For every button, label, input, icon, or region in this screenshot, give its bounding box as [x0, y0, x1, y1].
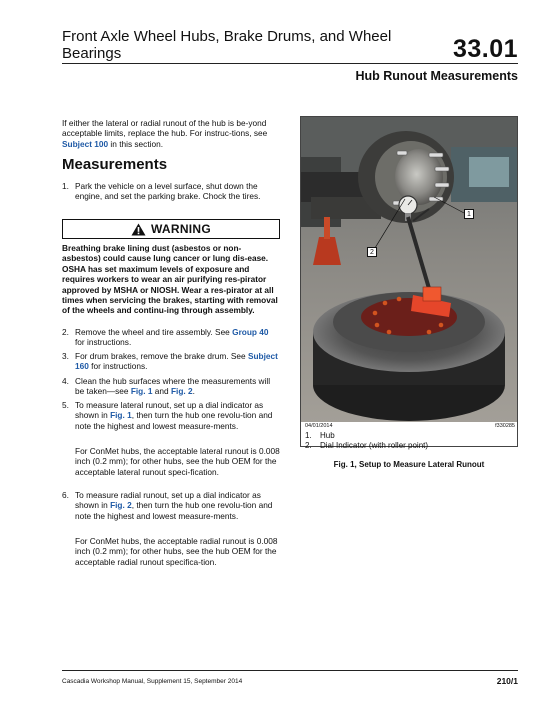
measurements-heading: Measurements — [62, 156, 168, 173]
page-number: 210/1 — [496, 676, 518, 686]
step-5-note: For ConMet hubs, the acceptable lateral runout is 0.008 inch (0.2 mm); for other hubs, see the hub OEM for the acceptable lateral runout speci-fication. — [75, 446, 280, 477]
step-2: 2. Remove the wheel and tire assembly. See Group 40 for instructions. — [62, 327, 269, 348]
figure-code: f330285 — [495, 423, 515, 429]
hub-runout-photo — [301, 117, 517, 422]
legend-item: 2. Dial Indicator (with roller point) — [305, 440, 429, 450]
warning-label: WARNING — [150, 222, 212, 236]
section-subtitle: Hub Runout Measurements — [355, 69, 518, 83]
fig-2-link[interactable]: Fig. 2 — [110, 500, 132, 511]
fig-1-link[interactable]: Fig. 1 — [130, 386, 153, 397]
step-5: 5. To measure lateral runout, set up a dial indicator as shown in Fig. 1, then turn the hub one revolu-tion and note the highest and lowest measure-ments. — [62, 400, 273, 431]
figure-legend — [305, 431, 428, 450]
warning-text: Breathing brake lining dust (asbestos or non-asbestos) could cause lung cancer or lung dis-ease. OSHA has set maximum levels of exposure and requires workers to wear an air purifying res-pirator approved by MSHA or NIOSH. Wear a res-pirator at all times when servicing the brakes, starting with removal of the wheels and continu-ing through assembly. — [62, 243, 278, 316]
intro-paragraph: If either the lateral or radial runout of the hub is be-yond acceptable limits, replace the hub. For instruc-tions, see Subject 100 in this section. — [62, 118, 268, 149]
step-3: 3. For drum brakes, remove the brake drum. See Subject 160 for instructions. — [62, 351, 278, 372]
step-6: 6. To measure radial runout, set up a dial indicator as shown in Fig. 2, then turn the hub one revolu-tion and note the highest and lowest measure-ments. — [62, 490, 273, 521]
fig-2-link[interactable]: Fig. 2 — [170, 386, 193, 397]
callout-1: 1 — [464, 209, 474, 219]
header-divider — [62, 63, 518, 64]
fig-1-link[interactable]: Fig. 1 — [110, 410, 132, 421]
page-title: Front Axle Wheel Hubs, Brake Drums, and Wheel Bearings — [62, 28, 392, 62]
step-1: 1. Park the vehicle on a level surface, shut down the engine, and set the parking brake. Chock the tires. — [62, 181, 261, 202]
figure-meta — [305, 423, 515, 429]
callout-2: 2 — [367, 247, 377, 257]
figure-caption: Fig. 1, Setup to Measure Lateral Runout — [333, 460, 485, 469]
figure-1 — [300, 116, 518, 447]
footer-divider — [62, 670, 518, 671]
figure-date: 04/01/2014 — [305, 423, 333, 429]
subject-160-link[interactable]: Subject 160 — [75, 351, 278, 372]
footer-manual: Cascadia Workshop Manual, Supplement 15, September 2014 — [62, 678, 243, 685]
section-number: 33.01 — [452, 35, 518, 63]
step-6-note: For ConMet hubs, the acceptable radial runout is 0.008 inch (0.2 mm); for other hubs, see the hub OEM for the acceptable radial runout specifica-tion. — [75, 536, 278, 567]
subject-100-link[interactable]: Subject 100 — [62, 138, 109, 149]
step-4: 4. Clean the hub surfaces where the measurements will be taken—see Fig. 1 and Fig. 2. — [62, 376, 271, 397]
warning-triangle-icon — [131, 223, 146, 236]
legend-item: 1. Hub — [305, 431, 335, 440]
warning-box — [62, 219, 280, 239]
group-40-link[interactable]: Group 40 — [232, 327, 269, 337]
